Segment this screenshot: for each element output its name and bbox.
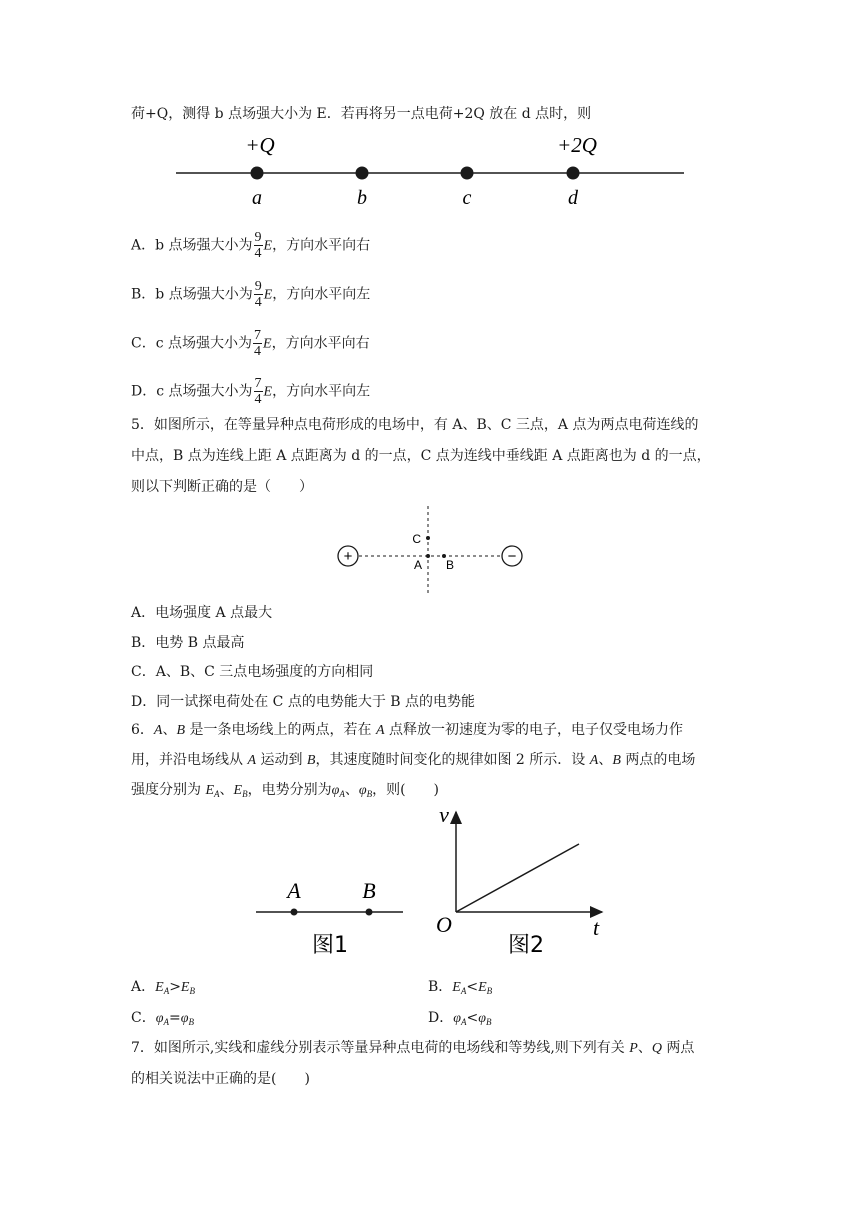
axis-label-v: v [439,802,449,827]
question-5-stem-line-1: 5．如图所示，在等量异种点电荷形成的电场中，有 A、B、C 三点，A 点为两点电荷连线的 [131,417,699,433]
option-text-tail: ，方向水平向右 [271,335,370,352]
option-text: b 点场强大小为 [155,286,253,303]
operator: = [168,1010,181,1026]
var-phi: φ [358,783,367,798]
var-phi: φ [331,783,340,798]
var: E [452,980,461,995]
label-b: B [445,558,455,572]
option-letter: D． [428,1010,454,1026]
text: 、 [162,722,177,738]
variable-e: E [263,384,273,400]
operator: > [169,979,181,995]
velocity-line [456,844,579,912]
text: ，则( ) [372,782,440,798]
q6-option-d[interactable] [428,1008,491,1032]
q6-option-c[interactable] [131,1008,194,1032]
var-a: A [589,753,599,768]
text: 运动到 [256,752,307,768]
q6-option-a[interactable] [131,977,195,1001]
var-b: B [612,753,621,768]
option-text-tail: ，方向水平向左 [272,286,371,303]
question-number: 6． [131,722,154,738]
subscript: A [460,1017,467,1027]
label-c: C [412,532,421,546]
option-text-tail: ，方向水平向右 [272,237,371,254]
operator: < [466,979,479,995]
var: φ [180,1011,189,1026]
figure-2-caption: 图2 [508,933,544,958]
minus-sign: − [507,548,517,565]
subscript: B [486,986,493,996]
question-4-stem: 荷+Q，测得 b 点场强大小为 E．若再将另一点电荷+2Q 放在 d 点时，则 [131,106,592,122]
fraction-numerator: 7 [254,328,262,343]
var-b: B [306,753,316,768]
fraction-numerator: 7 [254,376,262,391]
point-label-c: c [462,187,472,209]
point-label-b: b [357,187,367,209]
question-7-stem-line-1 [131,1038,694,1059]
var: φ [453,1011,461,1026]
text: 点释放一初速度为零的电子，电子仅受电场力作 [384,722,683,738]
figure-2-velocity-time-graph [436,802,602,958]
subscript: A [214,789,220,799]
q5-option-c[interactable]: C．A、B、C 三点电场强度的方向相同 [131,664,374,680]
question-5-stem-line-3: 则以下判断正确的是（ ） [131,479,313,495]
point-b-dot [366,909,373,916]
option-letter: A． [131,237,156,254]
charge-label-q: +Q [245,133,275,157]
var-e: E [233,783,243,798]
text: 强度分别为 [131,782,206,798]
text: 、 [637,1040,652,1056]
q5-option-a[interactable]: A．电场强度 A 点最大 [131,605,273,621]
text: ，其速度随时间变化的规律如图 2 所示．设 [315,752,590,768]
var: E [180,980,190,995]
option-text: c 点场强大小为 [156,383,253,400]
var: E [155,980,164,995]
var: φ [155,1011,164,1026]
text: 是一条电场线上的两点，若在 [185,722,376,738]
fraction-denominator: 4 [254,392,262,407]
subscript: B [366,789,373,799]
axis-label-t: t [592,915,600,940]
fraction-denominator: 4 [254,246,262,261]
fraction-numerator: 9 [254,230,262,245]
var-p: P [629,1041,638,1056]
operator: < [466,1010,479,1026]
label-a: A [287,878,301,903]
variable-e: E [263,336,272,352]
plus-sign: + [343,548,353,565]
label-b: B [362,878,376,903]
option-letter: A． [131,979,156,995]
subscript: A [339,789,345,799]
text: 两点 [661,1040,695,1056]
option-text: c 点场强大小为 [155,335,253,352]
var-e: E [205,783,215,798]
q6-option-b[interactable] [428,977,492,1001]
text: 、 [598,752,613,768]
question-5-stem-line-2: 中点，B 点为连线上距 A 点距离为 d 的一点，C 点为连线中垂线距 A 点距离也为 d 的一点， [131,448,711,464]
option-letter: C． [131,1010,156,1026]
text: 、 [219,782,234,798]
text: 用，并沿电场线从 [131,752,248,768]
fraction-denominator: 4 [254,295,262,310]
option-letter: B． [428,979,453,995]
fraction-numerator: 9 [254,279,262,294]
option-text: b 点场强大小为 [155,237,253,254]
point-a-dot [291,909,298,916]
var-a: A [247,753,257,768]
label-a: A [413,558,423,572]
option-text-tail: ，方向水平向左 [272,383,371,400]
text: 、 [344,782,359,798]
subscript: B [242,789,248,799]
var-a: A [153,723,163,738]
subscript: A [163,1017,169,1027]
subscript: B [485,1017,492,1027]
subscript: A [163,986,170,996]
var: E [478,980,487,995]
q5-option-d[interactable]: D．同一试探电荷处在 C 点的电势能大于 B 点的电势能 [131,694,476,710]
var-a: A [375,723,385,738]
option-letter: D． [131,383,157,400]
text: ，电势分别为 [247,782,332,798]
var-b: B [176,723,186,738]
var-q: Q [651,1041,662,1056]
var: φ [478,1011,486,1026]
subscript: A [460,986,467,996]
variable-e: E [263,238,273,254]
subscript: B [188,1017,194,1027]
subscript: B [189,986,195,996]
option-letter: B． [131,286,156,303]
point-label-d: d [568,187,578,209]
text: 两点的电场 [620,752,696,768]
q5-option-b[interactable]: B．电势 B 点最高 [131,635,245,651]
variable-e: E [263,287,273,303]
charge-label-2q: +2Q [557,133,597,157]
option-letter: C． [131,335,156,352]
fraction-denominator: 4 [254,344,262,359]
figure-1-caption: 图1 [312,933,348,958]
origin-label: O [436,912,452,937]
question-7-stem-line-2: 的相关说法中正确的是( ) [131,1071,310,1087]
figure-1-field-line [256,878,403,958]
point-label-a: a [252,187,262,209]
text: 7．如图所示,实线和虚线分别表示等量异种点电荷的电场线和等势线,则下列有关 [131,1040,630,1056]
